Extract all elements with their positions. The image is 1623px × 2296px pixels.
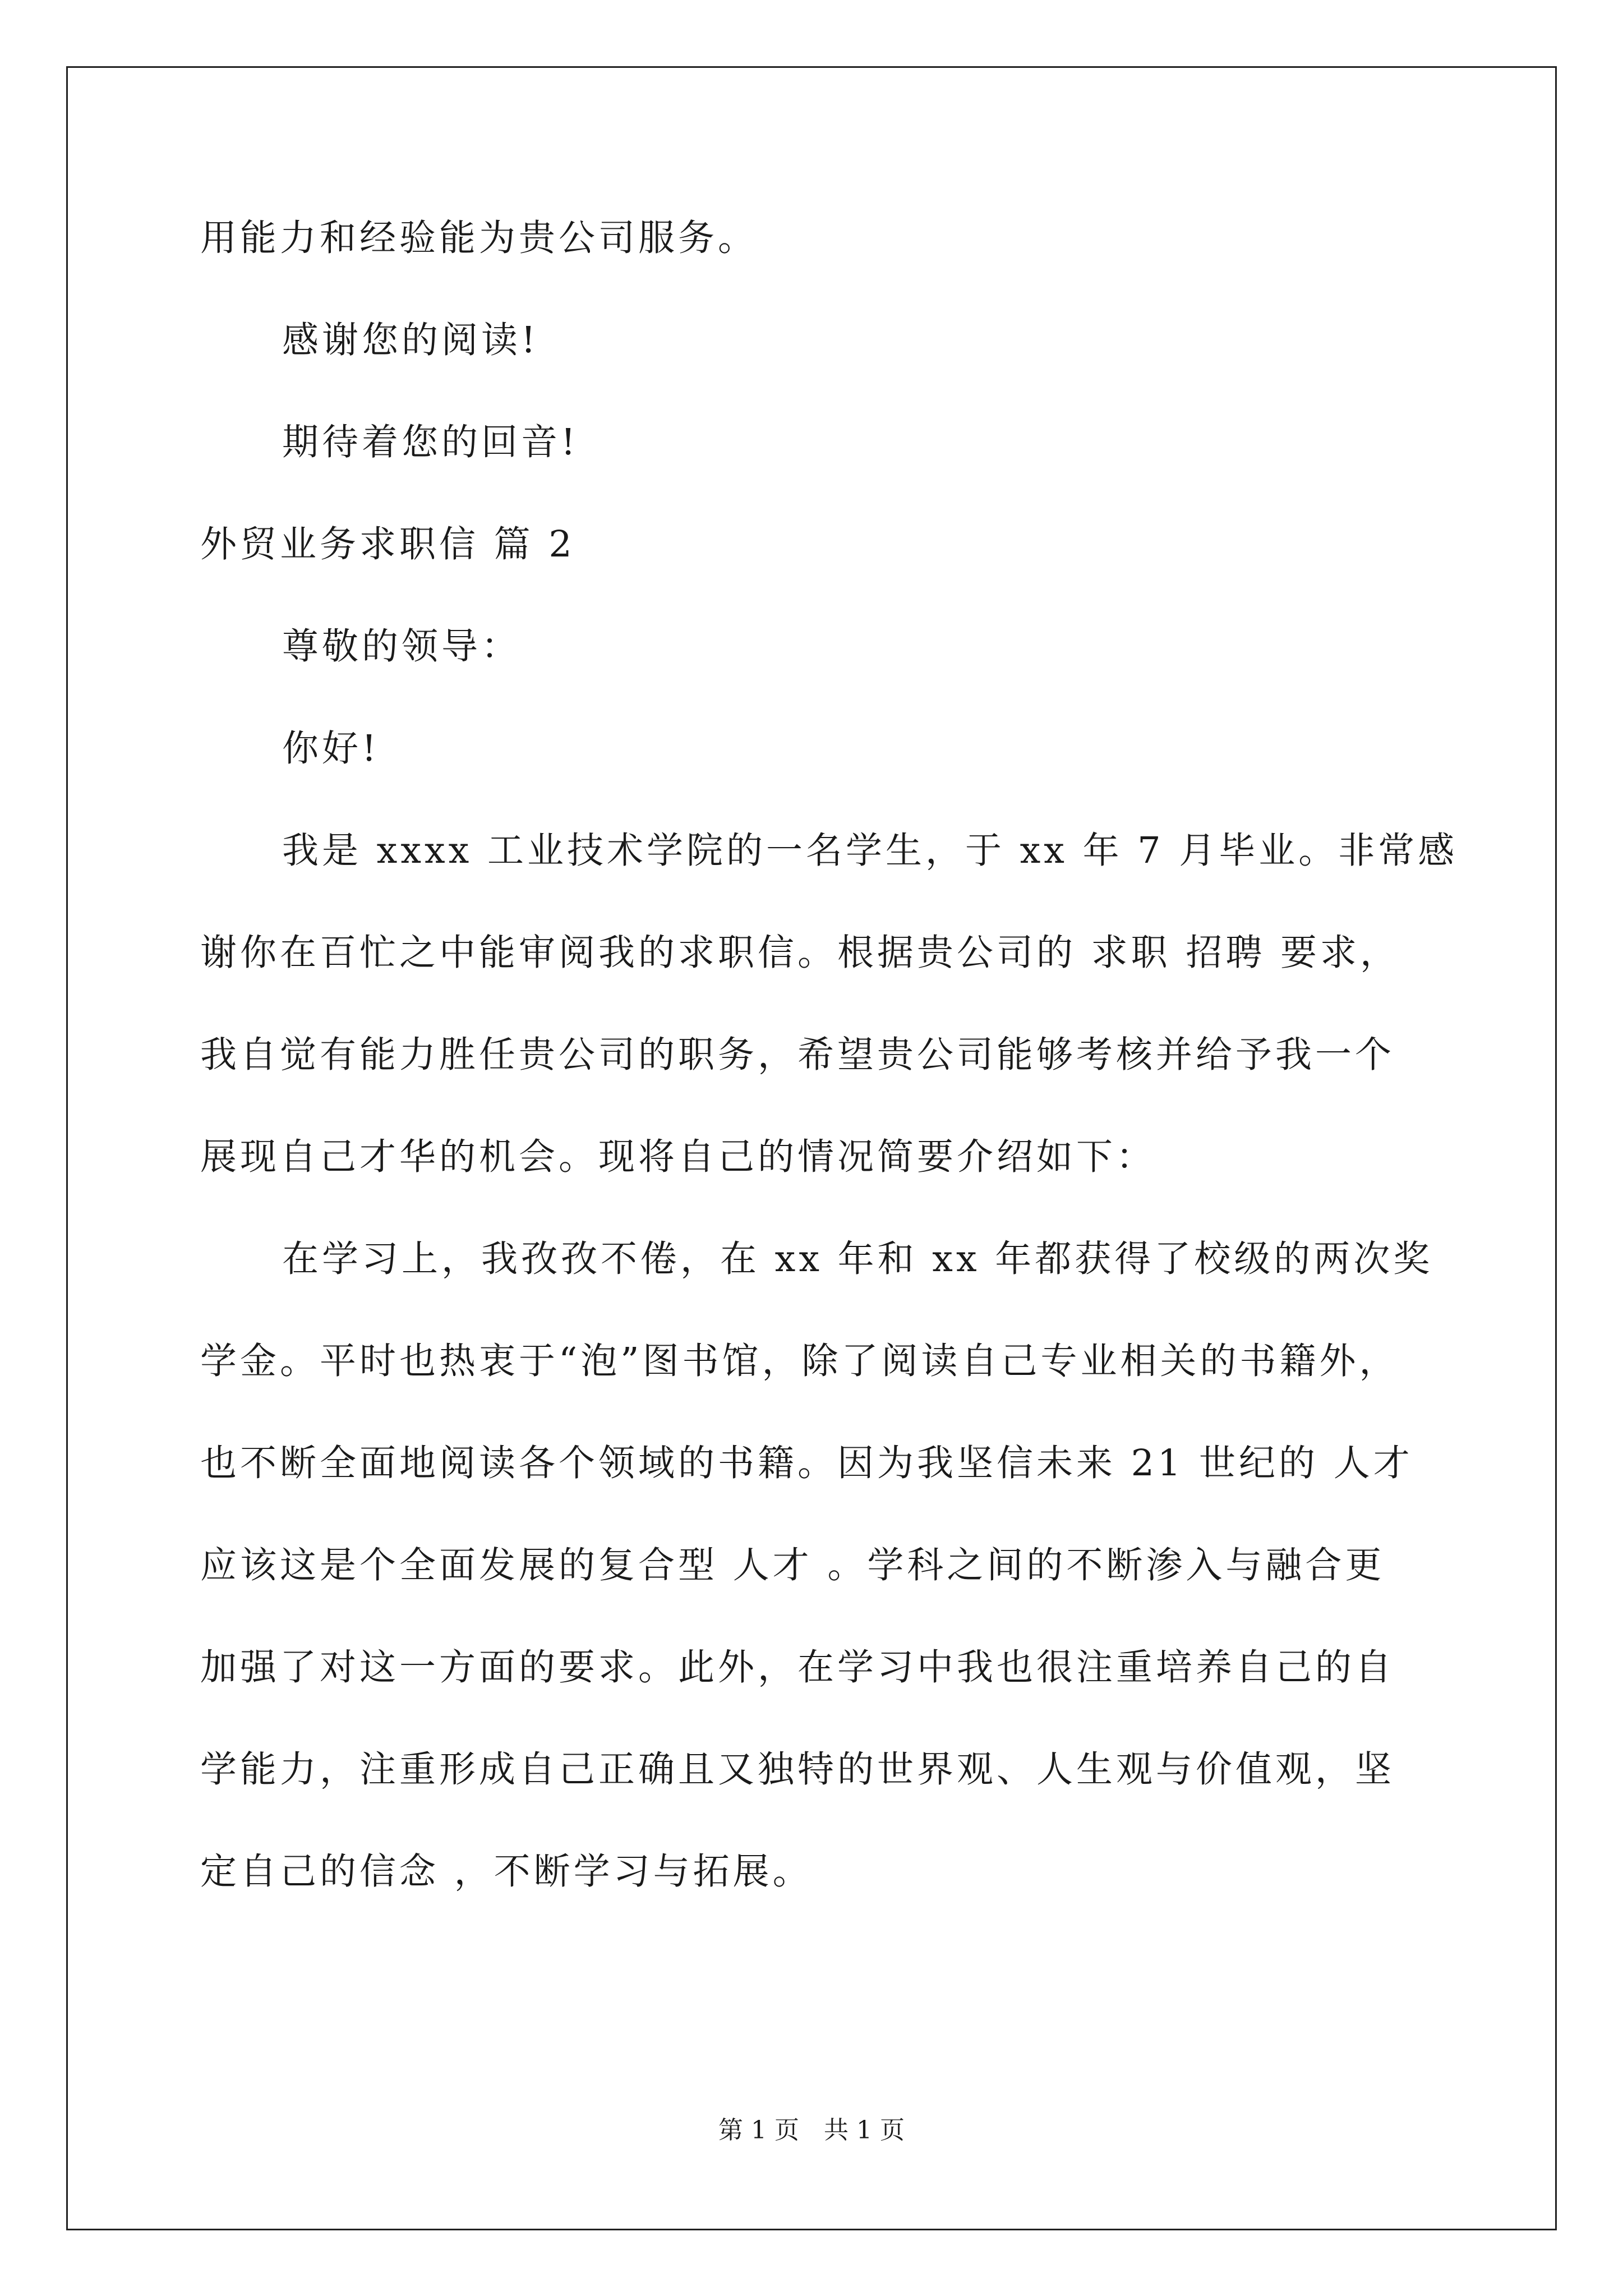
paragraph-line: 学能力，注重形成自己正确且又独特的世界观、人生观与价值观，坚 [200,1749,1395,1791]
paragraph-line: 我是 xxxx 工业技术学院的一名学生，于 xx 年 7 月毕业。非常感 [282,830,1458,872]
paragraph-line: 加强了对这一方面的要求。此外，在学习中我也很注重培养自己的自 [200,1646,1395,1688]
page-number-footer: 第 1 页 共 1 页 [718,2116,905,2145]
greeting: 你好! [282,728,380,770]
closing-thanks: 感谢您的阅读! [282,319,540,361]
paragraph-line: 也不断全面地阅读各个领域的书籍。因为我坚信未来 21 世纪的 人才 [200,1442,1413,1484]
paragraph-line: 我自觉有能力胜任贵公司的职务，希望贵公司能够考核并给予我一个 [200,1034,1395,1076]
closing-await-reply: 期待着您的回音! [282,421,579,463]
section-heading: 外贸业务求职信 篇 2 [200,523,575,565]
paragraph-line: 定自己的信念 ，不断学习与拓展。 [200,1851,813,1893]
paragraph-line: 学金。平时也热衷于“泡”图书馆，除了阅读自己专业相关的书籍外， [200,1340,1399,1382]
paragraph-line: 应该这是个全面发展的复合型 人才 。学科之间的不断渗入与融合更 [200,1544,1385,1586]
paragraph-line: 在学习上，我孜孜不倦，在 xx 年和 xx 年都获得了校级的两次奖 [282,1238,1433,1280]
paragraph-line: 展现自己才华的机会。现将自己的情况简要介绍如下： [200,1136,1156,1178]
paragraph-line: 用能力和经验能为贵公司服务。 [200,217,758,259]
paragraph-line: 谢你在百忙之中能审阅我的求职信。根据贵公司的 求职 招聘 要求， [200,932,1400,974]
salutation: 尊敬的领导： [282,625,522,668]
